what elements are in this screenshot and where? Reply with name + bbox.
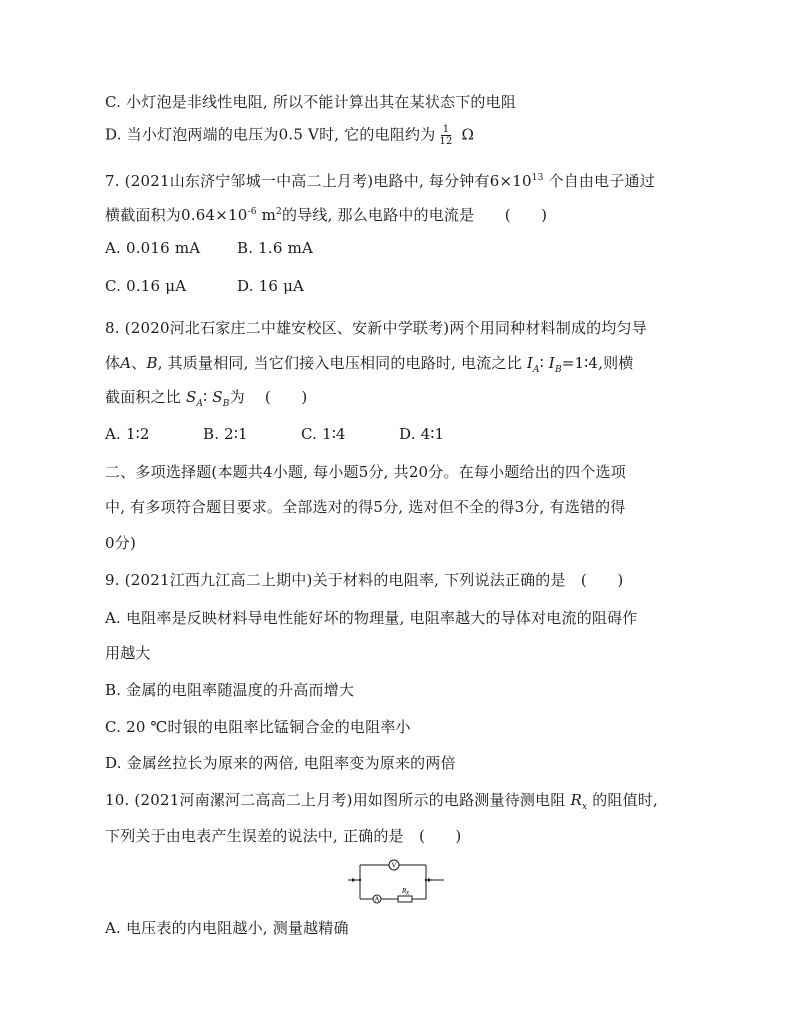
- q10-stem-line2: 下列关于由电表产生误差的说法中, 正确的是 ( ): [105, 827, 462, 845]
- q8-options: [105, 424, 444, 444]
- q9-option-d: D. 金属丝拉长为原来的两倍, 电阻率变为原来的两倍: [105, 754, 456, 772]
- var-b: B: [146, 354, 158, 372]
- fraction-numerator: 1: [442, 124, 450, 135]
- q7-options-row2: [105, 276, 304, 296]
- junction-left: [359, 879, 361, 881]
- var-a: A: [120, 354, 132, 372]
- q7-stem-line2: [105, 202, 547, 225]
- q6-option-c: C. 小灯泡是非线性电阻, 所以不能计算出其在某状态下的电阻: [105, 93, 517, 111]
- q8-text-a: 体: [105, 354, 121, 372]
- area-sa-sub: A: [196, 399, 204, 409]
- resistor-rx: R: [570, 791, 582, 809]
- resistor-label: R: [402, 887, 407, 895]
- q9-option-a-line2: 用越大: [105, 644, 151, 662]
- q7-stem-line1: [105, 168, 655, 191]
- section2-heading-line1: 二、多项选择题(本题共4小题, 每小题5分, 共20分。在每小题给出的四个选项: [105, 463, 626, 481]
- q7-exponent-c: -6: [247, 207, 257, 217]
- current-ia: I: [526, 354, 534, 372]
- circuit-arrow-right: [428, 878, 432, 882]
- q9-option-c: C. 20 ℃时银的电阻率比锰铜合金的电阻率小: [105, 718, 411, 736]
- q6-option-d: [105, 124, 474, 147]
- resistor-symbol: [398, 896, 412, 902]
- q7-option-a: A. 0.016 mA: [105, 239, 201, 257]
- q8-text-b: , 其质量相同, 当它们接入电压相同的电路时, 电流之比: [157, 354, 522, 372]
- fraction-denominator: 12: [439, 136, 453, 147]
- circuit-arrow-left: [352, 878, 356, 882]
- area-sb-sub: B: [222, 399, 230, 409]
- ammeter-label: A: [374, 895, 380, 904]
- q9-stem: 9. (2021江西九江高二上期中)关于材料的电阻率, 下列说法正确的是 ( ): [105, 571, 624, 589]
- q7-options-row1: [105, 238, 313, 258]
- voltmeter-label: V: [391, 861, 397, 870]
- junction-right: [425, 879, 427, 881]
- q7-option-b: B. 1.6 mA: [237, 239, 314, 257]
- q7-option-d: D. 16 μA: [237, 277, 305, 295]
- section2-heading-line2: 中, 有多项符合题目要求。全部选对的得5分, 选对但不全的得3分, 有选错的得: [105, 498, 626, 516]
- q8-option-d: D. 4∶1: [399, 425, 445, 443]
- circuit-diagram: [344, 855, 448, 911]
- q7-text-e: 的导线, 那么电路中的电流是 ( ): [281, 206, 548, 224]
- resistor-rx-sub: x: [581, 802, 588, 812]
- ratio-colon-2: ∶: [203, 388, 208, 406]
- q8-option-a: A. 1∶2: [105, 425, 150, 443]
- current-ib-sub: B: [554, 365, 562, 375]
- ohm-unit: Ω: [461, 125, 475, 144]
- q8-text-d: 截面积之比: [105, 388, 182, 406]
- q10-text-b: 的阻值时,: [592, 791, 659, 809]
- q10-text-a: 10. (2021河南漯河二高高二上月考)用如图所示的电路测量待测电阻: [105, 791, 566, 809]
- q6-option-d-text: D. 当小灯泡两端的电压为0.5 V时, 它的电阻约为: [105, 125, 436, 144]
- ratio-colon: ∶: [539, 354, 544, 372]
- q7-text-c: 横截面积为0.64×10: [105, 206, 248, 224]
- current-ia-sub: A: [533, 365, 540, 375]
- q10-option-a: A. 电压表的内电阻越小, 测量越精确: [105, 919, 349, 937]
- q9-option-b: B. 金属的电阻率随温度的升高而增大: [105, 681, 355, 699]
- area-sb: S: [212, 388, 223, 406]
- q7-text-a: 7. (2021山东济宁邹城一中高二上月考)电路中, 每分钟有6×10: [105, 172, 532, 190]
- q8-stem-line3: [105, 387, 307, 414]
- q7-option-c: C. 0.16 μA: [105, 277, 187, 295]
- q7-text-b: 个自由电子通过: [548, 172, 655, 190]
- q9-option-a-line1: A. 电阻率是反映材料导电性能好坏的物理量, 电阻率越大的导体对电流的阻碍作: [105, 609, 638, 627]
- current-ib: I: [548, 354, 555, 372]
- fraction: [437, 124, 454, 147]
- section2-heading-line3: 0分): [105, 534, 136, 552]
- q10-stem-line1: [105, 790, 658, 817]
- q8-stem-line2: [105, 353, 634, 380]
- q8-option-c: C. 1∶4: [301, 425, 346, 443]
- q7-exponent-d: 2: [276, 207, 282, 217]
- q8-text-c: =1∶4,则横: [561, 354, 634, 372]
- q8-text-e: 为 ( ): [229, 388, 308, 406]
- q8-option-b: B. 2∶1: [203, 425, 248, 443]
- q7-text-d: m: [256, 206, 277, 224]
- area-sa: S: [185, 388, 197, 406]
- q7-exponent: 13: [531, 173, 544, 183]
- q8-stem-line1: 8. (2020河北石家庄二中雄安校区、安新中学联考)两个用同种材料制成的均匀导: [105, 319, 647, 337]
- resistor-label-sub: x: [406, 888, 410, 897]
- q8-sep: 、: [131, 354, 147, 372]
